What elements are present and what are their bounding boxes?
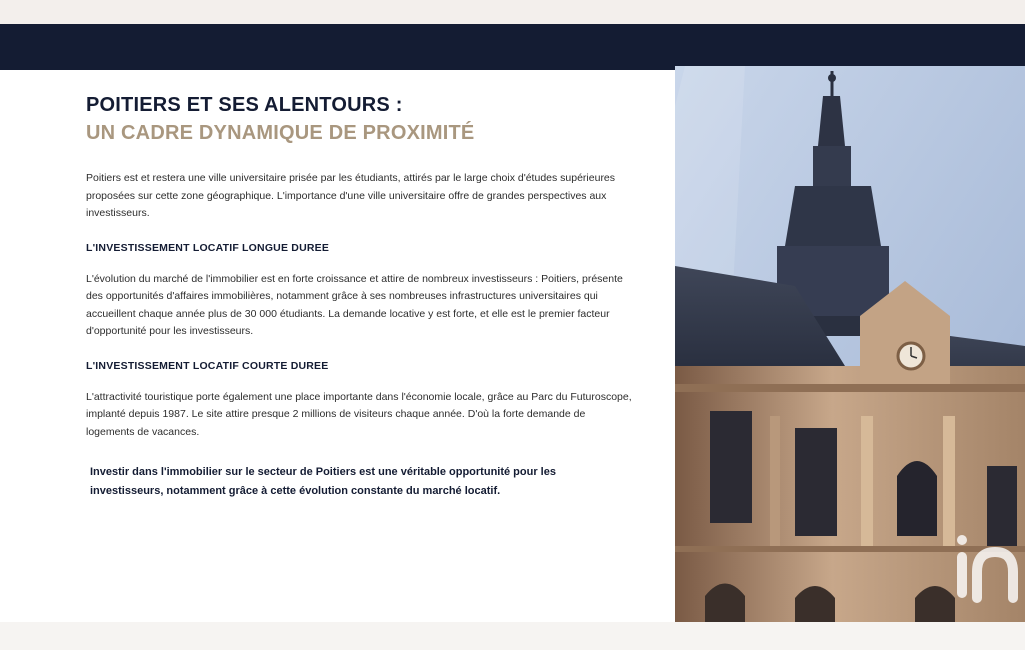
header-bar — [0, 24, 1025, 70]
hotel-de-ville-photo — [675, 66, 1025, 622]
top-margin — [0, 0, 1025, 24]
section-title-long-term: L'INVESTISSEMENT LOCATIF LONGUE DUREE — [86, 241, 330, 254]
page-subtitle: UN CADRE DYNAMIQUE DE PROXIMITÉ — [86, 122, 475, 144]
intro-paragraph: Poitiers est et restera une ville universitaire prisée par les étudiants, attirés par le large choix d'études supérieures proposées sur cette zone géographique. L'importance d'une ville universitaire offre de grandes perspectives aux investisseurs. — [86, 172, 616, 219]
section-title-short-term: L'INVESTISSEMENT LOCATIF COURTE DUREE — [86, 359, 329, 372]
page-title: POITIERS ET SES ALENTOURS : — [86, 94, 403, 116]
section-text-short-term: L'attractivité touristique porte également une place importante dans l'économie locale, grâce au Parc du Futuroscope, implanté depuis 1987. Le site attire presque 2 millions de visiteurs chaque année. D'où la forte demande de logements de vacances. — [86, 390, 632, 438]
main-content — [86, 92, 636, 501]
bottom-margin — [0, 622, 1025, 650]
conclusion-paragraph: Investir dans l'immobilier sur le secteur de Poitiers est une véritable opportunité pour les investisseurs, notamment grâce à cette évolution constante du marché locatif. — [90, 466, 556, 497]
section-text-long-term: L'évolution du marché de l'immobilier est en forte croissance et attire de nombreux investisseurs : Poitiers, présente des opportunités d'affaires immobilières, notamment grâce à ses nombreuses infrastructures universitaires qui accueillent chaque année plus de 30 000 étudiants. La demande locative y est forte, et elle est le premier facteur d'opportunité pour les investisseurs. — [86, 272, 623, 337]
